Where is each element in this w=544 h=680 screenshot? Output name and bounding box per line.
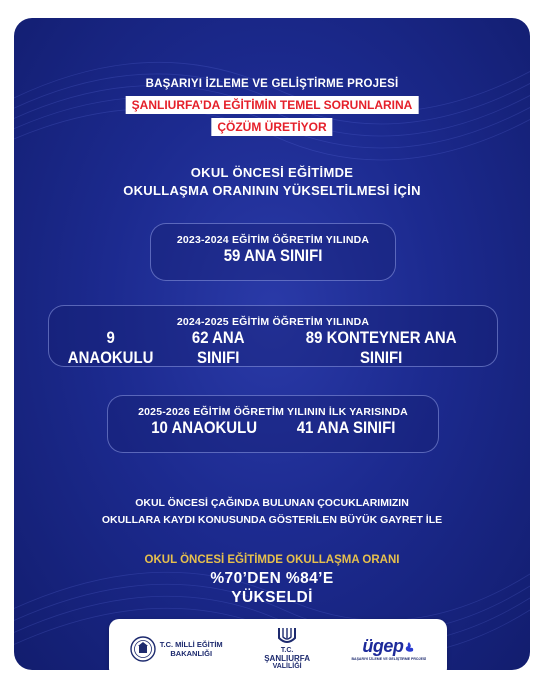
meb-logo [130, 636, 223, 662]
year-2025-item: 10 ANAOKULU [151, 418, 257, 437]
ugep-flame-icon [403, 641, 415, 653]
ugep-subtitle: BAŞARIYI İZLEME VE GELİŞTİRME PROJESİ [351, 657, 427, 661]
valilik-logo [264, 626, 310, 670]
year-2024-box [48, 305, 498, 367]
project-title: BAŞARIYI İZLEME VE GELİŞTİRME PROJESİ [145, 78, 399, 90]
highlight-line-2: ÇÖZÜM ÜRETİYOR [211, 118, 332, 136]
result-label: OKUL ÖNCESİ EĞİTİMDE OKULLAŞMA ORANI [144, 554, 400, 566]
vali-line-2: ŞANLIURFA [264, 654, 310, 663]
year-2023-label: 2023-2024 EĞİTİM ÖĞRETİM YILINDA [176, 234, 370, 246]
ugep-logo [352, 636, 427, 661]
year-2025-item: 41 ANA SINIFI [296, 418, 396, 437]
ugep-wordmark: ügep [362, 636, 404, 656]
highlight-line-1: ŞANLIURFA’DA EĞİTİMİN TEMEL SORUNLARINA [126, 96, 419, 114]
result-verb: YÜKSELDİ [231, 589, 313, 606]
poster-card [14, 18, 530, 670]
year-2024-item: 9 ANAOKULU [67, 328, 154, 367]
logo-footer [109, 619, 447, 670]
year-2024-label: 2024-2025 EĞİTİM ÖĞRETİM YILINDA [176, 316, 370, 328]
meb-emblem-icon [130, 636, 156, 662]
valilik-emblem-icon [276, 626, 298, 646]
year-2023-value: 59 ANA SINIFI [223, 246, 323, 265]
year-2024-item: 62 ANA SINIFI [192, 328, 245, 367]
vali-line-1: T.C. [280, 647, 294, 654]
year-2023-box [150, 223, 396, 281]
year-2025-box [107, 395, 439, 453]
year-2024-item: 89 KONTEYNER ANA SINIFI [305, 328, 457, 367]
subtitle-line-2: OKULLAŞMA ORANININ YÜKSELTİLMESİ İÇİN [123, 183, 421, 198]
paragraph-line-1: OKUL ÖNCESİ ÇAĞINDA BULUNAN ÇOCUKLARIMIZIN [135, 497, 409, 509]
year-2025-label: 2025-2026 EĞİTİM ÖĞRETİM YILININ İLK YARISINDA [138, 406, 408, 418]
meb-line-1: T.C. MİLLİ EĞİTİM [159, 639, 223, 649]
vali-line-3: VALİLİĞİ [272, 663, 302, 670]
result-percent: %70’DEN %84’E [210, 570, 334, 587]
meb-line-2: BAKANLIĞI [170, 648, 213, 658]
subtitle-line-1: OKUL ÖNCESİ EĞİTİMDE [190, 165, 354, 180]
paragraph-line-2: OKULLARA KAYDI KONUSUNDA GÖSTERİLEN BÜYÜK GAYRET İLE [101, 514, 443, 526]
